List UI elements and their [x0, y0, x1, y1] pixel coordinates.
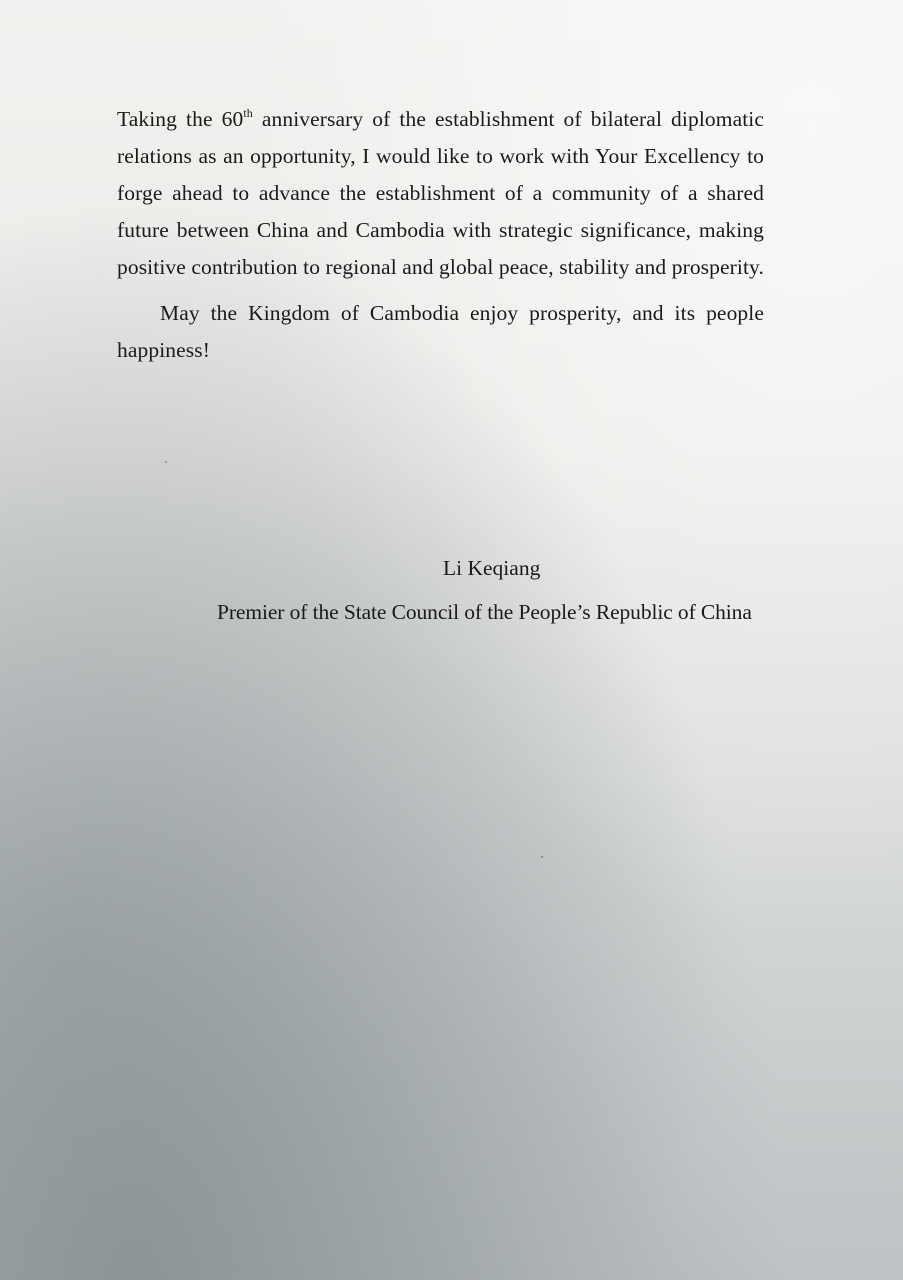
- signatory-name: Li Keqiang: [443, 556, 541, 580]
- paragraph-wishes: May the Kingdom of Cambodia enjoy prosperity, and its people happiness!: [117, 301, 764, 362]
- paragraph-anniversary-start: Taking the 60: [117, 107, 244, 131]
- paragraph-anniversary-rest: anniversary of the establishment of bilateral diplomatic relations as an opportunity, I would like to work with Your Excellency to forge ahead to advance the establishment of a community of a shared future between China and Cambodia with strategic significance, making positive contribution to regional and global peace, stability and prosperity.: [117, 107, 764, 279]
- paper-speck: [541, 856, 543, 858]
- paragraph-anniversary: [117, 101, 764, 286]
- letter-body: [117, 101, 764, 369]
- signatory-title: Premier of the State Council of the People’s Republic of China: [217, 600, 752, 624]
- paper-speck: [165, 461, 167, 463]
- ordinal-superscript: th: [243, 106, 253, 120]
